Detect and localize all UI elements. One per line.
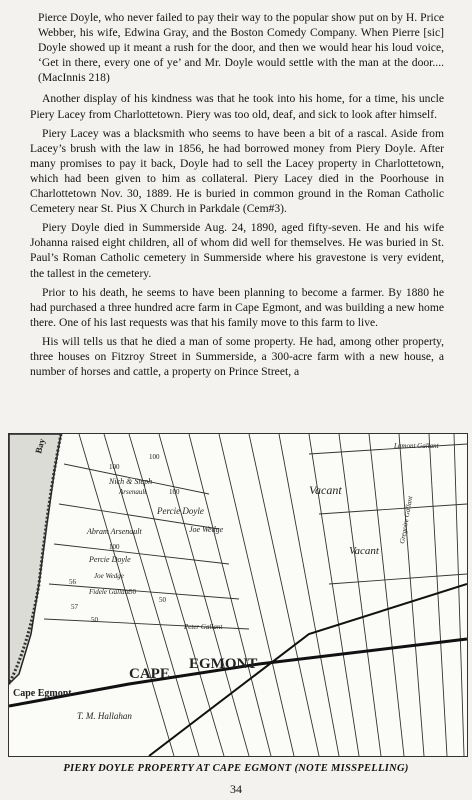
label-cape: CAPE [129, 666, 170, 682]
body-text [30, 10, 444, 383]
label-joe-wedge: Joe Wedge [189, 525, 224, 534]
map-caption: PIERY DOYLE PROPERTY AT CAPE EGMONT (NOTE MISSPELLING) [63, 763, 409, 774]
main-road [9, 639, 467, 706]
label-percie-doyle: Percie Doyle [157, 506, 204, 516]
label-percie-doyle-2: Percie Doyle [89, 555, 131, 564]
paragraph: Another display of his kindness was that he took into his home, for a time, his uncle Piery Lacey from Charlottetown. Piery was too old, deaf, and sick to look after himself. [30, 92, 444, 121]
acre-label: 100 [109, 463, 120, 471]
paragraph: Piery Doyle died in Summerside Aug. 24, 1890, aged fifty-seven. He and his wife Johanna raised eight children, all of whom did well for themselves. He was buried in St. Paul’s Roman Catholic cemetery in Summerside where his gravestone is very evident, the tallest in the cemetery. [30, 221, 444, 280]
label-fidele-gallant: Fidele Gallant [89, 588, 131, 596]
acre-label: 100 [109, 543, 120, 551]
label-bay: Bay [33, 437, 47, 455]
label-nich-steph: Nich & Steph [109, 477, 153, 486]
label-egmont: EGMONT [189, 656, 258, 672]
label-peter-gallant: Peter Gallant [184, 623, 223, 631]
acre-label: 50 [159, 596, 166, 604]
acre-label: 57 [71, 603, 78, 611]
acre-label: 50 [91, 616, 98, 624]
label-joe-wedge-2: Joe Wedge [94, 572, 124, 580]
label-tm-hallahan: T. M. Hallahan [77, 711, 132, 721]
acre-label: 100 [149, 453, 160, 461]
label-lamont-gallant: Lamont Gallant [394, 442, 439, 450]
label-vacant: Vacant [309, 483, 342, 497]
paragraph: His will tells us that he died a man of some property. He had, among other property, three houses on Fitzroy Street in Summerside, a 300-acre farm with a new house, a number of horses and cattle, a property on Prince Street, a [30, 334, 444, 379]
label-cape-egmont: Cape Egmont [13, 688, 72, 699]
label-gregoire-gallant: Gregoire Gallant [398, 495, 415, 545]
label-abram-arsenault: Abram Arsenault [87, 527, 142, 536]
map-drawing [9, 434, 467, 756]
shoreline-water [9, 434, 61, 684]
property-map [8, 433, 468, 757]
page-number: 34 [230, 782, 242, 796]
paragraph: Prior to his death, he seems to have been planning to become a farmer. By 1880 he had purchased a three hundred acre farm in Cape Egmont, and was building a new home there. One of his last requests was that his family move to this farm to live. [30, 285, 444, 329]
block-quote: Pierce Doyle, who never failed to pay their way to the popular show put on by H. Price Webber, his wife, Edwina Gray, and the Boston Comedy Company. When Pierre [sic] Doyle showed up it meant a rush for the door, and then we would hear his loud voice, ‘Get in there, every one of ye’ and Mr. Doyle would settle with the man at the door.... (MacInnis 218) [38, 11, 444, 85]
label-vacant-2: Vacant [349, 545, 379, 557]
label-nich-steph-2: Arsenault [119, 488, 147, 496]
acre-label: 50 [129, 588, 136, 596]
acre-label: 56 [69, 578, 76, 586]
paragraph: Piery Lacey was a blacksmith who seems to have been a bit of a rascal. Aside from Lacey’s brush with the law in 1856, he had borrowed money from Piery Doyle. After many promises to pay it back, Doyle had to sell the Lacey property in Charlottetown, which had been given to him as collateral. Piery Lacey died in the Poorhouse in Charlottetown Nov. 30, 1889. He is buried in common ground in the Roman Catholic Cemetery near St. Pius X Church in Parkdale (Cem#3). [30, 126, 444, 216]
acre-label: 100 [169, 488, 180, 496]
